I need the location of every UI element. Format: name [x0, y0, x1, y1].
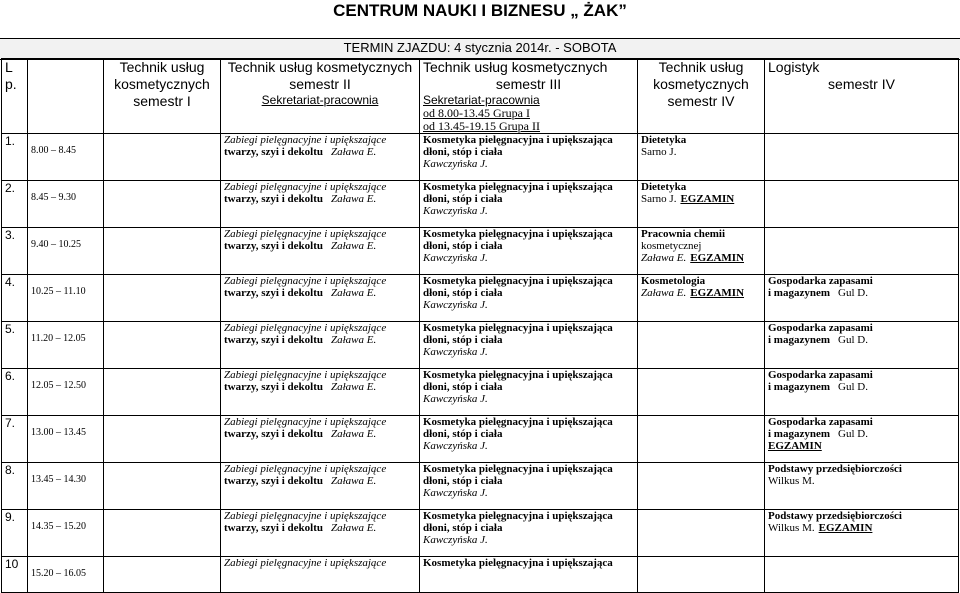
subject-line2 [224, 475, 416, 487]
header-sem2: Technik usług kosmetycznych semestr II Sekretariat-pracownia [221, 59, 420, 134]
table-row [2, 134, 959, 181]
table-row [2, 416, 959, 463]
subject: Dietetyka [641, 134, 687, 146]
subject: Gospodarka zapasami [768, 322, 873, 334]
row-time-text: 8.45 – 9.30 [31, 192, 76, 203]
row-number-text: 3. [5, 228, 16, 242]
teacher: Kawczyńska J. [423, 252, 488, 264]
subject-line2 [224, 146, 416, 158]
cell-logistyk [765, 275, 959, 322]
cell-sem4 [638, 228, 765, 275]
row-time [28, 275, 104, 322]
exam-badge: EGZAMIN [690, 287, 745, 299]
subject-line2 [224, 287, 416, 299]
subject: Kosmetyka pielęgnacyjna i upiększająca [423, 463, 613, 475]
row-time-text: 10.25 – 11.10 [31, 286, 86, 297]
subject: Kosmetyka pielęgnacyjna i upiększająca [423, 228, 613, 240]
row-number [2, 369, 28, 416]
teacher: Sarno J. [641, 193, 677, 205]
subject-detail: dłoni, stóp i ciała [423, 287, 503, 299]
subject-detail: dłoni, stóp i ciała [423, 381, 503, 393]
table-row [2, 322, 959, 369]
subject-detail: dłoni, stóp i ciała [423, 146, 503, 158]
header-sem1: Technik usług kosmetycznych semestr I [104, 59, 221, 134]
cell-logistyk [765, 228, 959, 275]
subject-detail: twarzy, szyi i dekoltu [224, 475, 323, 487]
cell-sem1 [104, 181, 221, 228]
cell-sem3 [420, 416, 638, 463]
teacher-line [641, 146, 761, 158]
cell-sem2 [221, 463, 420, 510]
cell-sem3 [420, 322, 638, 369]
teacher: Zaława E. [331, 240, 377, 252]
cell-sem1 [104, 510, 221, 557]
subject: Kosmetyka pielęgnacyjna i upiększająca [423, 557, 613, 569]
row-time-text: 11.20 – 12.05 [31, 333, 86, 344]
cell-sem4 [638, 557, 765, 593]
teacher: Kawczyńska J. [423, 158, 488, 170]
row-number [2, 557, 28, 593]
subject-detail: dłoni, stóp i ciała [423, 193, 503, 205]
cell-sem2 [221, 557, 420, 593]
subject: Gospodarka zapasami [768, 275, 873, 287]
cell-sem1 [104, 228, 221, 275]
subject: Zabiegi pielęgnacyjne i upiększające [224, 463, 387, 475]
cell-logistyk [765, 463, 959, 510]
subject: Zabiegi pielęgnacyjne i upiększające [224, 557, 387, 569]
header-sem3: Technik usług kosmetycznych semestr III Sekretariat-pracownia od 8.00-13.45 Grupa I od 13.45-19.15 Grupa II [420, 59, 638, 134]
teacher-line [768, 334, 955, 346]
teacher: Zaława E. [331, 381, 377, 393]
subject: Kosmetyka pielęgnacyjna i upiększająca [423, 416, 613, 428]
cell-sem4 [638, 181, 765, 228]
subject: Zabiegi pielęgnacyjne i upiększające [224, 134, 387, 146]
subject-detail: dłoni, stóp i ciała [423, 334, 503, 346]
row-number [2, 416, 28, 463]
cell-logistyk [765, 134, 959, 181]
teacher-line [768, 475, 955, 487]
subject: Kosmetyka pielęgnacyjna i upiększająca [423, 322, 613, 334]
teacher: Zaława E. [331, 287, 377, 299]
subject-detail: twarzy, szyi i dekoltu [224, 381, 323, 393]
teacher: Gul D. [838, 428, 868, 440]
row-number-text: 10 [5, 557, 19, 571]
table-row [2, 510, 959, 557]
row-number-text: 4. [5, 275, 16, 289]
row-number [2, 275, 28, 322]
row-number [2, 134, 28, 181]
subject: Zabiegi pielęgnacyjne i upiększające [224, 510, 387, 522]
table-row [2, 275, 959, 322]
subject: Kosmetologia [641, 275, 706, 287]
teacher: Zaława E. [331, 475, 377, 487]
row-time [28, 322, 104, 369]
subject-detail: i magazynem [768, 381, 831, 393]
row-number-text: 8. [5, 463, 16, 477]
subject: Pracownia chemii [641, 228, 726, 240]
cell-sem3 [420, 275, 638, 322]
cell-sem1 [104, 134, 221, 181]
subject: Zabiegi pielęgnacyjne i upiększające [224, 228, 387, 240]
cell-sem4 [638, 369, 765, 416]
subject-detail: twarzy, szyi i dekoltu [224, 334, 323, 346]
teacher-line [768, 381, 955, 393]
header-sem4: Technik usług kosmetycznych semestr IV [638, 59, 765, 134]
teacher: Kawczyńska J. [423, 393, 488, 405]
cell-sem2 [221, 369, 420, 416]
subject: Zabiegi pielęgnacyjne i upiększające [224, 416, 387, 428]
row-number-text: 2. [5, 181, 16, 195]
cell-sem3 [420, 510, 638, 557]
row-number [2, 181, 28, 228]
cell-sem3 [420, 369, 638, 416]
cell-sem2 [221, 228, 420, 275]
subject-line2 [224, 569, 416, 581]
teacher-line [641, 287, 761, 299]
row-time [28, 228, 104, 275]
row-number-text: 7. [5, 416, 16, 430]
cell-logistyk [765, 557, 959, 593]
subject-line2 [224, 240, 416, 252]
teacher: Zaława E. [331, 193, 377, 205]
subject-detail: dłoni, stóp i ciała [423, 240, 503, 252]
row-time [28, 181, 104, 228]
teacher-line [641, 193, 761, 205]
header-logistyk: Logistyk semestr IV [765, 59, 959, 134]
teacher: Gul D. [838, 381, 868, 393]
row-number-text: 9. [5, 510, 16, 524]
subject: Zabiegi pielęgnacyjne i upiększające [224, 369, 387, 381]
teacher: Zaława E. [331, 428, 377, 440]
header-row [2, 59, 959, 134]
cell-sem4 [638, 463, 765, 510]
cell-sem2 [221, 134, 420, 181]
row-time-text: 12.05 – 12.50 [31, 380, 86, 391]
header-lp: L p. [2, 59, 28, 134]
teacher: Kawczyńska J. [423, 205, 488, 217]
subject-line2 [224, 381, 416, 393]
subject-detail: dłoni, stóp i ciała [423, 475, 503, 487]
cell-sem4 [638, 275, 765, 322]
teacher: Gul D. [838, 287, 868, 299]
teacher: Gul D. [838, 334, 868, 346]
row-time-text: 13.00 – 13.45 [31, 427, 86, 438]
exam-badge: EGZAMIN [690, 252, 745, 264]
teacher-line [768, 428, 955, 440]
subject-detail: twarzy, szyi i dekoltu [224, 193, 323, 205]
teacher-line [641, 252, 761, 264]
teacher-line [768, 287, 955, 299]
cell-logistyk [765, 416, 959, 463]
subject: Kosmetyka pielęgnacyjna i upiększająca [423, 181, 613, 193]
row-time-text: 13.45 – 14.30 [31, 474, 86, 485]
subject: Zabiegi pielęgnacyjne i upiększające [224, 322, 387, 334]
teacher: Kawczyńska J. [423, 534, 488, 546]
cell-sem2 [221, 416, 420, 463]
cell-logistyk [765, 181, 959, 228]
subject-line2 [224, 334, 416, 346]
cell-sem3 [420, 134, 638, 181]
subject-detail: twarzy, szyi i dekoltu [224, 146, 323, 158]
cell-logistyk [765, 369, 959, 416]
subject: Zabiegi pielęgnacyjne i upiększające [224, 181, 387, 193]
row-time-text: 8.00 – 8.45 [31, 145, 76, 156]
subject: Kosmetyka pielęgnacyjna i upiększająca [423, 369, 613, 381]
teacher: Kawczyńska J. [423, 440, 488, 452]
subject-line2 [224, 522, 416, 534]
subject-detail: i magazynem [768, 287, 831, 299]
cell-sem4 [638, 134, 765, 181]
cell-sem1 [104, 369, 221, 416]
subject-detail: kosmetycznej [641, 240, 702, 252]
row-time [28, 557, 104, 593]
cell-sem1 [104, 557, 221, 593]
teacher: Zaława E. [641, 252, 687, 264]
teacher: Kawczyńska J. [423, 487, 488, 499]
exam-badge: EGZAMIN [680, 193, 735, 205]
subject-detail: twarzy, szyi i dekoltu [224, 240, 323, 252]
page-title: CENTRUM NAUKI I BIZNESU „ ŻAK” [333, 1, 627, 20]
subject-line2 [224, 193, 416, 205]
row-time [28, 510, 104, 557]
cell-sem1 [104, 416, 221, 463]
schedule-table [1, 58, 959, 593]
subject: Kosmetyka pielęgnacyjna i upiększająca [423, 275, 613, 287]
exam-badge: EGZAMIN [768, 440, 822, 452]
row-number [2, 510, 28, 557]
teacher: Sarno J. [641, 146, 677, 158]
teacher: Zaława E. [641, 287, 687, 299]
exam-badge: EGZAMIN [818, 522, 873, 534]
row-number-text: 5. [5, 322, 16, 336]
teacher: Kawczyńska J. [423, 299, 488, 311]
subject-detail: twarzy, szyi i dekoltu [224, 428, 323, 440]
subject: Kosmetyka pielęgnacyjna i upiększająca [423, 510, 613, 522]
cell-sem4 [638, 322, 765, 369]
teacher: Wilkus M. [768, 475, 815, 487]
table-row [2, 228, 959, 275]
row-time-text: 9.40 – 10.25 [31, 239, 81, 250]
table-row [2, 181, 959, 228]
cell-sem2 [221, 322, 420, 369]
teacher: Wilkus M. [768, 522, 815, 534]
subject: Zabiegi pielęgnacyjne i upiększające [224, 275, 387, 287]
row-number-text: 1. [5, 134, 16, 148]
subject: Podstawy przedsiębiorczości [768, 510, 902, 522]
row-time [28, 463, 104, 510]
cell-sem1 [104, 463, 221, 510]
cell-sem3 [420, 463, 638, 510]
subject: Kosmetyka pielęgnacyjna i upiększająca [423, 134, 613, 146]
row-number [2, 463, 28, 510]
cell-logistyk [765, 510, 959, 557]
teacher-line [768, 522, 955, 534]
date-subtitle: TERMIN ZJAZDU: 4 stycznia 2014r. - SOBOTA [343, 40, 617, 55]
subject-line2 [224, 428, 416, 440]
subject: Gospodarka zapasami [768, 369, 873, 381]
row-number-text: 6. [5, 369, 16, 383]
cell-sem1 [104, 322, 221, 369]
cell-sem3 [420, 181, 638, 228]
row-time [28, 369, 104, 416]
teacher: Zaława E. [331, 334, 377, 346]
row-number [2, 322, 28, 369]
table-row [2, 463, 959, 510]
subject: Gospodarka zapasami [768, 416, 873, 428]
row-number [2, 228, 28, 275]
teacher: Zaława E. [331, 146, 377, 158]
header-time [28, 59, 104, 134]
cell-sem4 [638, 416, 765, 463]
teacher: Kawczyńska J. [423, 346, 488, 358]
cell-sem3 [420, 557, 638, 593]
subject: Podstawy przedsiębiorczości [768, 463, 902, 475]
subject-detail: twarzy, szyi i dekoltu [224, 287, 323, 299]
cell-sem2 [221, 275, 420, 322]
row-time [28, 416, 104, 463]
cell-logistyk [765, 322, 959, 369]
cell-sem4 [638, 510, 765, 557]
table-row [2, 557, 959, 593]
subject-detail: i magazynem [768, 334, 831, 346]
row-time-text: 15.20 – 16.05 [31, 568, 86, 579]
table-row [2, 369, 959, 416]
row-time [28, 134, 104, 181]
row-time-text: 14.35 – 15.20 [31, 521, 86, 532]
subject-detail: dłoni, stóp i ciała [423, 522, 503, 534]
cell-sem2 [221, 181, 420, 228]
subject-detail: twarzy, szyi i dekoltu [224, 522, 323, 534]
subject-detail: i magazynem [768, 428, 831, 440]
cell-sem1 [104, 275, 221, 322]
cell-sem2 [221, 510, 420, 557]
subject-detail: dłoni, stóp i ciała [423, 428, 503, 440]
cell-sem3 [420, 228, 638, 275]
teacher: Zaława E. [331, 522, 377, 534]
subject: Dietetyka [641, 181, 687, 193]
